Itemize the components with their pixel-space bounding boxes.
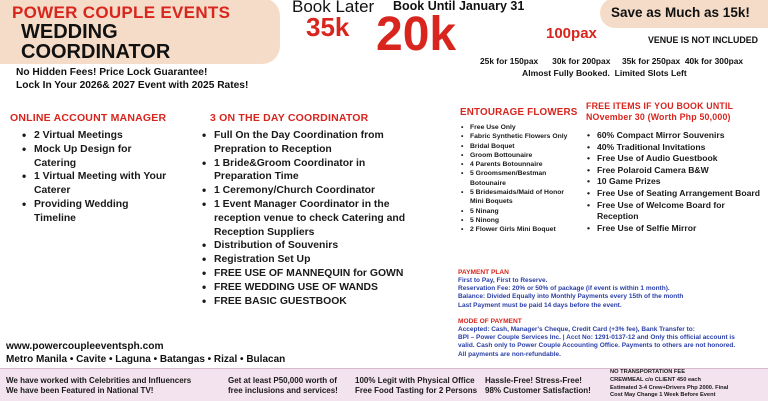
hassle-line-1: Hassle-Free! Stress-Free! bbox=[485, 376, 582, 385]
mode-of-payment-line: All payments are non-refundable. bbox=[458, 350, 561, 358]
payment-plan-text bbox=[458, 277, 768, 310]
list-item: • 10 Game Prizes bbox=[584, 176, 768, 188]
list-item: • Mock Up Design for Catering bbox=[18, 143, 168, 171]
online-manager-list bbox=[18, 129, 168, 226]
payment-plan-line: Last Payment must be paid 14 days before the event. bbox=[458, 301, 622, 309]
list-item: • Free Use of Welcome Board for Reception bbox=[584, 200, 768, 223]
list-item: • 5 Ninong bbox=[458, 216, 578, 225]
list-item: • 5 Bridesmaids/Maid of Honor Mini Boquets bbox=[458, 188, 578, 207]
transport-line-1: NO TRANSPORTATION FEE bbox=[610, 369, 685, 375]
list-item: • Groom Bottounaire bbox=[458, 151, 578, 160]
on-the-day-heading: 3 ON THE DAY COORDINATOR bbox=[210, 112, 369, 124]
entourage-heading: ENTOURAGE FLOWERS bbox=[460, 107, 578, 118]
inclusions-note bbox=[228, 376, 338, 396]
list-item: • Free Polaroid Camera B&W bbox=[584, 165, 768, 177]
online-manager-heading: ONLINE ACCOUNT MANAGER bbox=[10, 112, 167, 124]
title-line1: WEDDING bbox=[21, 21, 118, 43]
payment-plan-line: Balance: Divided Equally into Monthly Payments every 15th of the month bbox=[458, 293, 684, 301]
list-item: • 5 Groomsmen/Bestman Botounaire bbox=[458, 169, 578, 188]
list-item: • 4 Parents Botounnaire bbox=[458, 160, 578, 169]
list-item: • Distribution of Souvenirs bbox=[198, 239, 408, 253]
list-item: • FREE WEDDING USE OF WANDS bbox=[198, 281, 408, 295]
list-item: • 1 Virtual Meeting with Your Caterer bbox=[18, 170, 168, 198]
payment-plan-line: Reservation Fee: 20% or 50% of package (if event is within 1 month). bbox=[458, 285, 670, 293]
website-link[interactable]: www.powercoupleeventsph.com bbox=[6, 341, 164, 352]
mode-of-payment-line: Accepted: Cash, Manager's Cheque, Credit Card (+3% fee), Bank Transfer to: bbox=[458, 326, 695, 333]
save-badge-text: Save as Much as 15k! bbox=[611, 5, 750, 20]
transport-line-4: Cost May Change 1 Week Before Event bbox=[610, 392, 716, 399]
tagline-2: Lock In Your 2026& 2027 Event with 2025 Rates! bbox=[16, 80, 249, 91]
list-item: • 60% Compact Mirror Souvenirs bbox=[584, 130, 768, 142]
list-item: • Free Use Only bbox=[458, 123, 578, 132]
celebrity-line-2: We have been Featured in National TV! bbox=[6, 386, 154, 395]
pax-rates: 25k for 150pax 30k for 200pax 35k for 250pax 40k for 300pax bbox=[480, 56, 744, 66]
list-item: • FREE BASIC GUESTBOOK bbox=[198, 295, 408, 309]
inclusions-line-2: free inclusions and services! bbox=[228, 386, 338, 395]
book-until-price: 20k bbox=[376, 8, 457, 61]
mode-of-payment-text bbox=[458, 326, 768, 359]
list-item: • Fabric Synthetic Flowers Only bbox=[458, 132, 578, 141]
celebrity-line-1: We have worked with Celebrities and Influencers bbox=[6, 376, 192, 385]
service-locations: Metro Manila • Cavite • Laguna • Batangas • Rizal • Bulacan bbox=[6, 354, 286, 365]
book-later-price: 35k bbox=[306, 12, 350, 42]
transport-line-2: CREWMEAL c/o CLIENT 450 each bbox=[610, 376, 701, 383]
transport-note bbox=[610, 369, 766, 400]
venue-note: VENUE IS NOT INCLUDED bbox=[648, 35, 758, 45]
transport-line-3: Estimated 3-4 Crew+Drivers Php 2000. Final bbox=[610, 384, 729, 391]
free-items-heading-2: NOvember 30 (Worth Php 50,000) bbox=[586, 112, 731, 122]
payment-plan-heading: PAYMENT PLAN bbox=[458, 269, 509, 276]
book-until-label: Book Until January 31 bbox=[393, 0, 525, 13]
list-item: • FREE USE OF MANNEQUIN for GOWN bbox=[198, 267, 408, 281]
on-the-day-list bbox=[198, 129, 408, 308]
list-item: • Full On the Day Coordination from Prepration to Reception bbox=[198, 129, 408, 157]
free-items-list bbox=[584, 130, 768, 234]
entourage-list bbox=[458, 123, 578, 235]
list-item: • 40% Traditional Invitations bbox=[584, 142, 768, 154]
legit-line-2: Free Food Tasting for 2 Persons bbox=[355, 386, 478, 395]
slots-note: Almost Fully Booked. Limited Slots Left bbox=[522, 68, 687, 78]
legit-note bbox=[355, 376, 477, 396]
legit-line-1: 100% Legit with Physical Office bbox=[355, 376, 475, 385]
list-item: • 1 Bride&Groom Coordinator in Preparation Time bbox=[198, 157, 408, 185]
tagline-1: No Hidden Fees! Price Lock Guarantee! bbox=[16, 67, 208, 78]
list-item: • 2 Flower Girls Mini Boquet bbox=[458, 225, 578, 234]
list-item: • Registration Set Up bbox=[198, 253, 408, 267]
payment-plan-line: First to Pay, First to Reserve. bbox=[458, 277, 548, 284]
list-item: • Bridal Boquet bbox=[458, 142, 578, 151]
pax-label: 100pax bbox=[546, 25, 597, 42]
hassle-line-2: 98% Customer Satisfaction! bbox=[485, 386, 591, 395]
list-item: • 1 Event Manager Coordinator in the reception venue to check Catering and Reception Suppliers bbox=[198, 198, 408, 239]
inclusions-line-1: Get at least P50,000 worth of bbox=[228, 376, 337, 385]
list-item: • Free Use of Selfie Mirror bbox=[584, 223, 768, 235]
mode-of-payment-heading: MODE OF PAYMENT bbox=[458, 318, 522, 325]
list-item: • Free Use of Seating Arrangement Board bbox=[584, 188, 768, 200]
free-items-heading-1: FREE ITEMS IF YOU BOOK UNTIL bbox=[586, 101, 734, 111]
celebrity-note bbox=[6, 376, 191, 396]
mode-of-payment-line: BPI – Power Couple Services Inc. | Acct No: 1291-0137-12 and Only this official account is bbox=[458, 334, 735, 342]
title-line2: COORDINATOR bbox=[21, 41, 171, 63]
brand-name: POWER COUPLE EVENTS bbox=[12, 3, 231, 22]
mode-of-payment-line: valid. Cash only to Power Couple Accounting Office. Payments to others are not honored. bbox=[458, 342, 736, 350]
list-item: • 5 Ninang bbox=[458, 207, 578, 216]
list-item: • 1 Ceremony/Church Coordinator bbox=[198, 184, 408, 198]
list-item: • 2 Virtual Meetings bbox=[18, 129, 168, 143]
hassle-note bbox=[485, 376, 591, 396]
list-item: • Providing Wedding Timeline bbox=[18, 198, 168, 226]
list-item: • Free Use of Audio Guestbook bbox=[584, 153, 768, 165]
book-later-label: Book Later bbox=[292, 0, 375, 16]
